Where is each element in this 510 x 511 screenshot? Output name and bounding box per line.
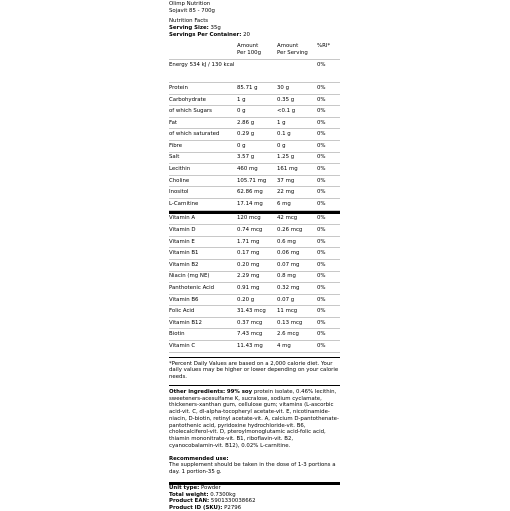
nutrient-row-per-100g: 62.86 mg [237, 189, 263, 196]
vitamin-row-name: Vitamin C [169, 342, 196, 349]
column-headers [169, 43, 340, 59]
nutrition-panel [169, 0, 340, 511]
nutrient-row [169, 129, 340, 141]
nutrient-row-per-serving: 30 g [277, 84, 289, 91]
vitamin-row-name: Niacin (mg NE) [169, 273, 210, 280]
ingredients-text: protein isolate, 0.46% lecithin, sweeteners-acesulfame K, sucralose, sodium cyclamate, thickeners-xanthan gum, cellulose gum; vitamins (L-ascorbic acid-vit. C, dl-alpha-tocopheryl acetate-vit. E, nicotinamide-niacin, D-biotin, retinyl acetate-vit. A, calcium D-pantothenate-pantothenic acid, pyridoxine hydrochloride-vit. B6, cholecalciferol-vit. D, pteroylmonoglutamic acid-folic acid, thiamin mononitrate-vit. B1, riboflavin-vit. B2, cyanocobalamin-vit. B12), 0.02% L-carnitine. [169, 388, 339, 449]
nutrient-row [169, 153, 340, 165]
vitamin-row [169, 341, 340, 353]
product-id-value: P2796 [224, 504, 242, 511]
product-info-row [169, 505, 340, 511]
nutrient-row [169, 95, 340, 107]
nutrient-row-name: of which Sugars [169, 108, 212, 115]
column-header-rdi: %RI* [317, 43, 331, 49]
nutrient-row-rdi: 0% [317, 96, 326, 103]
vitamin-row-per-serving: 4 mg [277, 342, 291, 349]
nutrient-row-rdi: 0% [317, 166, 326, 173]
vitamin-table [169, 214, 340, 353]
nutrient-row-name: Salt [169, 154, 180, 161]
vitamin-row-rdi: 0% [317, 308, 326, 315]
vitamin-row-rdi: 0% [317, 250, 326, 257]
nutrient-row [169, 187, 340, 199]
vitamin-row-per-serving: 11 mcg [277, 308, 298, 315]
nutrient-row-rdi: 0% [317, 131, 326, 138]
vitamin-row-per-serving: 2.6 mcg [277, 331, 299, 338]
vitamin-row-per-serving: 42 mcg [277, 215, 298, 222]
nutrient-row-name: of which saturated [169, 131, 220, 138]
nutrient-row-rdi: 0% [317, 142, 326, 149]
servings-value: 20 [243, 32, 250, 38]
total-weight-label: Total weight: [169, 491, 209, 498]
nutrient-row-per-serving: 0.35 g [277, 96, 295, 103]
nutrient-table [169, 83, 340, 211]
energy-label: Energy 534 kJ / 130 kcal [169, 62, 235, 68]
nutrient-row-per-serving: 37 mg [277, 177, 295, 184]
vitamin-row-per-100g: 2.29 mg [237, 273, 260, 280]
column-header-per-serving-line2: Per Serving [277, 49, 308, 56]
vitamin-row-per-100g: 1.71 mg [237, 238, 260, 245]
vitamin-row-name: Vitamin B6 [169, 296, 199, 303]
vitamin-row-per-serving: 0.6 mg [277, 238, 296, 245]
nutrient-row-name: Fibre [169, 142, 183, 149]
nutrient-row-per-100g: 3.57 g [237, 154, 255, 161]
serving-size [169, 25, 340, 32]
vitamin-row-per-100g: 7.43 mcg [237, 331, 263, 338]
nutrient-row-per-serving: 1 g [277, 119, 286, 126]
vitamin-row [169, 225, 340, 237]
vitamin-row-per-serving: 0.8 mg [277, 273, 296, 280]
unit-type-label: Unit type: [169, 484, 200, 491]
product-name: Sojavit 85 - 700g [169, 8, 215, 14]
vitamin-row [169, 237, 340, 249]
vitamin-row-per-serving: 0.26 mcg [277, 227, 303, 234]
vitamin-row-rdi: 0% [317, 238, 326, 245]
column-header-per-serving [277, 43, 317, 59]
column-header-per-100g-line2: Per 100g [237, 49, 262, 56]
nutrient-row-per-serving: 161 mg [277, 166, 298, 173]
nutrient-row-per-serving: 0 g [277, 142, 286, 149]
recommended-use-section [169, 453, 340, 480]
vitamin-row-rdi: 0% [317, 296, 326, 303]
vitamin-row [169, 248, 340, 260]
servings-per-container [169, 32, 340, 39]
nutrient-row [169, 199, 340, 211]
ingredients-lead: 99% soy [226, 388, 253, 395]
vitamin-row [169, 272, 340, 284]
vitamin-row [169, 283, 340, 295]
nutrient-row-per-serving: 22 mg [277, 189, 295, 196]
ingredients-section [169, 385, 340, 453]
nutrient-row-name: Fat [169, 119, 178, 126]
nutrient-row [169, 141, 340, 153]
vitamin-row-per-100g: 0.91 mg [237, 285, 260, 292]
vitamin-row-rdi: 0% [317, 331, 326, 338]
nutrient-row-rdi: 0% [317, 119, 326, 126]
nutrient-row-per-100g: 0 g [237, 142, 246, 149]
nutrient-row-per-100g: 105.71 mg [237, 177, 267, 184]
nutrient-row-per-100g: 2.86 g [237, 119, 255, 126]
vitamin-row-name: Vitamin A [169, 215, 196, 222]
vitamin-row-name: Biotin [169, 331, 185, 338]
product-info-section [169, 482, 340, 511]
nutrient-row-per-serving: 1.25 g [277, 154, 295, 161]
nutrient-row-name: Protein [169, 84, 188, 91]
nutrition-facts-title: Nutrition Facts [169, 18, 209, 24]
vitamin-row-per-serving: 0.07 mg [277, 261, 300, 268]
footnote: *Percent Daily Values are based on a 2,000 calorie diet. Your daily values may be higher or lower depending on your calorie needs. [169, 357, 340, 385]
vitamin-row-per-100g: 31.43 mcg [237, 308, 266, 315]
vitamin-row [169, 260, 340, 272]
total-weight-value: 0.7300kg [210, 491, 236, 498]
nutrient-row-rdi: 0% [317, 108, 326, 115]
nutrient-row-rdi: 0% [317, 189, 326, 196]
nutrient-row [169, 118, 340, 130]
nutrient-row [169, 83, 340, 95]
nutrient-row-per-serving: <0.1 g [277, 108, 296, 115]
energy-row [169, 59, 340, 83]
nutrient-row-per-serving: 0.1 g [277, 131, 291, 138]
vitamin-row-name: Vitamin B2 [169, 261, 199, 268]
nutrient-row-per-100g: 17.14 mg [237, 200, 263, 207]
nutrient-row-name: Inositol [169, 189, 189, 196]
vitamin-row-rdi: 0% [317, 273, 326, 280]
vitamin-row [169, 214, 340, 226]
recommended-use-text: The supplement should be taken in the dose of 1-3 portions a day. 1 portion-35 g. [169, 462, 336, 476]
product-ean-label: Product EAN: [169, 498, 210, 505]
servings-label: Servings Per Container: [169, 32, 242, 38]
vitamin-row-name: Folic Acid [169, 308, 195, 315]
vitamin-row-rdi: 0% [317, 342, 326, 349]
product-id-label: Product ID (SKU): [169, 504, 223, 511]
serving-size-value: 35g [210, 25, 221, 31]
nutrient-row-per-100g: 0.29 g [237, 131, 255, 138]
nutrient-row-rdi: 0% [317, 200, 326, 207]
nutrient-row-name: Lecithin [169, 166, 191, 173]
vitamin-row-rdi: 0% [317, 261, 326, 268]
column-header-per-serving-line1: Amount [277, 43, 299, 49]
vitamin-row-per-serving: 0.13 mcg [277, 319, 303, 326]
nutrient-row-name: Choline [169, 177, 190, 184]
nutrient-row-per-100g: 1 g [237, 96, 246, 103]
vitamin-row-rdi: 0% [317, 285, 326, 292]
vitamin-row-name: Vitamin D [169, 227, 196, 234]
product-ean-value: 5901330038662 [210, 498, 256, 505]
energy-rdi: 0% [317, 62, 326, 68]
vitamin-row-rdi: 0% [317, 215, 326, 222]
vitamin-row-per-100g: 0.17 mg [237, 250, 260, 257]
column-header-nutrient [169, 43, 237, 59]
vitamin-row-per-100g: 0.20 g [237, 296, 255, 303]
column-header-per-100g-line1: Amount [237, 43, 259, 49]
nutrient-row [169, 176, 340, 188]
vitamin-row-per-100g: 0.37 mcg [237, 319, 263, 326]
vitamin-row-rdi: 0% [317, 319, 326, 326]
nutrient-row-per-100g: 460 mg [237, 166, 258, 173]
nutrient-row [169, 164, 340, 176]
vitamin-row [169, 318, 340, 330]
recommended-use-label: Recommended use: [169, 455, 229, 462]
vitamin-row-per-serving: 0.06 mg [277, 250, 300, 257]
nutrient-row-name: L-Carnitine [169, 200, 199, 207]
ingredients-label: Other ingredients: [169, 388, 226, 395]
brand-name: Olimp Nutrition [169, 1, 211, 7]
unit-type-value: Powder [201, 484, 221, 491]
product-info-row [169, 485, 340, 492]
vitamin-row-name: Vitamin B12 [169, 319, 202, 326]
column-header-per-100g [237, 43, 277, 59]
vitamin-row-per-100g: 0.20 mg [237, 261, 260, 268]
product-info-row [169, 498, 340, 505]
vitamin-row [169, 329, 340, 341]
nutrient-row-per-serving: 6 mg [277, 200, 291, 207]
vitamin-row-rdi: 0% [317, 227, 326, 234]
nutrient-row-rdi: 0% [317, 177, 326, 184]
vitamin-row-per-100g: 120 mcg [237, 215, 261, 222]
nutrient-row [169, 106, 340, 118]
product-info-row [169, 492, 340, 499]
vitamin-row-name: Panthotenic Acid [169, 285, 215, 292]
label-header [169, 0, 340, 39]
vitamin-row-per-100g: 0.74 mcg [237, 227, 263, 234]
vitamin-row-name: Vitamin E [169, 238, 195, 245]
vitamin-row-name: Vitamin B1 [169, 250, 199, 257]
nutrient-row-per-100g: 0 g [237, 108, 246, 115]
nutrient-row-name: Carbohydrate [169, 96, 206, 103]
nutrient-row-per-100g: 85.71 g [237, 84, 258, 91]
vitamin-row-per-serving: 0.07 g [277, 296, 295, 303]
vitamin-row [169, 306, 340, 318]
serving-size-label: Serving Size: [169, 25, 209, 31]
nutrient-row-rdi: 0% [317, 84, 326, 91]
vitamin-row-per-serving: 0.32 mg [277, 285, 300, 292]
vitamin-row-per-100g: 11.43 mg [237, 342, 263, 349]
nutrient-row-rdi: 0% [317, 154, 326, 161]
vitamin-row [169, 295, 340, 307]
